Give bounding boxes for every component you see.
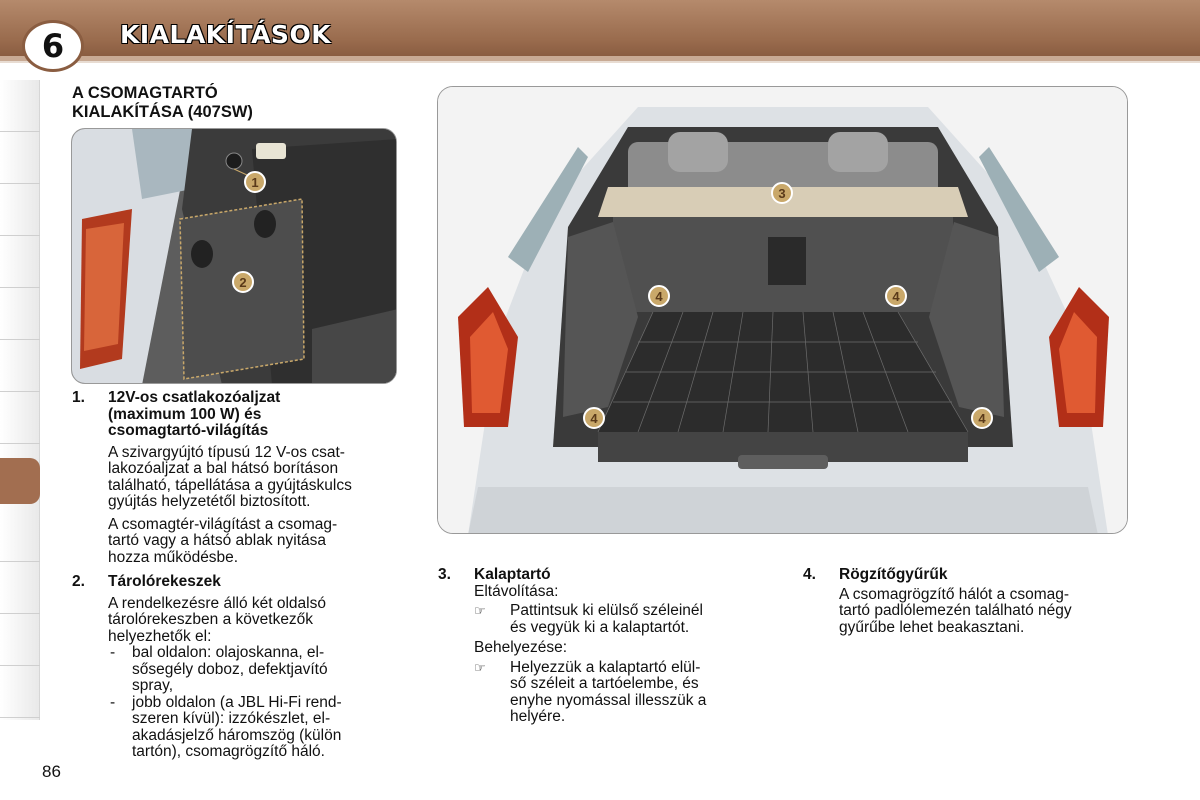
text-line: spray,: [132, 677, 174, 694]
item-4: [839, 567, 1131, 636]
text-line: tárolórekeszben a következők: [108, 611, 314, 628]
item-2-number: 2.: [72, 573, 85, 590]
list-dash: -: [110, 693, 116, 711]
item-1-title-line: csomagtartó-világítás: [108, 422, 269, 439]
install-step: [474, 660, 766, 726]
chapter-tab[interactable]: [0, 614, 40, 666]
section-heading-line: KIALAKÍTÁSA (407SW): [72, 103, 253, 121]
side-compartment-illustration: [72, 129, 397, 384]
text-line: jobb oldalon (a JBL Hi-Fi rend-: [132, 693, 342, 711]
text-line: bal oldalon: olajoskanna, el-: [132, 644, 325, 661]
chapter-tab[interactable]: [0, 340, 40, 392]
chapter-number: 6: [41, 27, 65, 65]
list-dash: -: [110, 644, 116, 661]
item-2-title: Tárolórekeszek: [108, 573, 221, 590]
item-1-paragraph: [108, 445, 398, 511]
text-line: sősegély doboz, defektjavító: [132, 660, 328, 678]
chapter-tab[interactable]: [0, 80, 40, 132]
chapter-tab[interactable]: [0, 184, 40, 236]
section-heading-line: A CSOMAGTARTÓ: [72, 84, 218, 102]
callout-4-upper-right: 4: [885, 285, 907, 307]
item-3: [474, 567, 766, 726]
text-line: lakozóaljzat a bal hátsó borításon: [108, 460, 339, 477]
text-line: A szivargyújtó típusú 12 V-os csat-: [108, 443, 345, 461]
text-line: helyére.: [510, 708, 566, 725]
item-2: [108, 574, 398, 761]
item-1-title-line: (maximum 100 W) és: [108, 405, 262, 423]
section-title: KIALAKÍTÁSOK: [120, 20, 332, 49]
text-line: hozza működésbe.: [108, 548, 239, 566]
install-label: Behelyezése:: [474, 639, 568, 656]
removal-step: [474, 603, 766, 636]
text-line: tartó padlólemezén található négy: [839, 602, 1072, 619]
chapter-tab[interactable]: [0, 510, 40, 562]
callout-2: 2: [232, 271, 254, 293]
text-line: található, tápellátása a gyújtáskulcs: [108, 476, 352, 494]
item-4-number: 4.: [803, 566, 816, 583]
item-1-number: 1.: [72, 389, 85, 406]
storage-list-item: [108, 695, 398, 761]
trunk-photo: [437, 86, 1128, 534]
text-line: tartón), csomagrögzítő háló.: [132, 743, 325, 760]
item-1: [108, 390, 398, 572]
text-line: akadásjelző háromszög (külön: [132, 726, 342, 744]
callout-4-lower-right: 4: [971, 407, 993, 429]
text-line: tartó vagy a hátsó ablak nyitása: [108, 532, 326, 549]
text-line: gyújtás helyzetétől biztosított.: [108, 493, 311, 510]
item-1-title-line: 12V-os csatlakozóaljzat: [108, 389, 281, 406]
callout-4-lower-left: 4: [583, 407, 605, 429]
item-4-title: Rögzítőgyűrűk: [839, 566, 948, 583]
item-2-intro: [108, 596, 398, 646]
chapter-tabs: [0, 80, 40, 720]
callout-3: 3: [771, 182, 793, 204]
chapter-tab[interactable]: [0, 132, 40, 184]
chapter-tab[interactable]: [0, 562, 40, 614]
text-line: szeren kívül): izzókészlet, el-: [132, 710, 331, 727]
chapter-tab[interactable]: [0, 288, 40, 340]
callout-4-upper-left: 4: [648, 285, 670, 307]
text-line: enyhe nyomással illesszük a: [510, 691, 707, 709]
text-line: és vegyük ki a kalaptartót.: [510, 618, 690, 636]
storage-list-item: [108, 645, 398, 695]
pointing-hand-icon: ☞: [474, 659, 486, 675]
chapter-tab[interactable]: [0, 666, 40, 718]
removal-label: Eltávolítása:: [474, 582, 559, 600]
text-line: A csomagrögzítő hálót a csomag-: [839, 585, 1070, 603]
callout-1: 1: [244, 171, 266, 193]
text-line: gyűrűbe lehet beakasztani.: [839, 618, 1025, 636]
item-1-title: [108, 390, 398, 440]
chapter-tab[interactable]: [0, 236, 40, 288]
text-line: Helyezzük a kalaptartó elül-: [510, 658, 701, 676]
chapter-badge: [22, 20, 84, 72]
pointing-hand-icon: ☞: [474, 603, 486, 618]
text-line: Pattintsuk ki elülső széleinél: [510, 602, 703, 619]
text-line: A rendelkezésre álló két oldalsó: [108, 594, 326, 612]
item-3-number: 3.: [438, 566, 451, 583]
item-3-title: Kalaptartó: [474, 566, 551, 583]
page-number: 86: [42, 762, 61, 781]
item-1-paragraph: [108, 517, 398, 567]
trunk-illustration: [438, 87, 1128, 534]
chapter-tab-active[interactable]: [0, 458, 40, 504]
header-rule-light: [0, 61, 1200, 63]
side-compartment-photo: [71, 128, 397, 384]
section-heading: [72, 84, 253, 122]
text-line: helyezhetők el:: [108, 627, 212, 645]
text-line: ső széleit a tartóelembe, és: [510, 675, 699, 692]
text-line: A csomagtér-világítást a csomag-: [108, 515, 338, 533]
chapter-tab[interactable]: [0, 392, 40, 444]
